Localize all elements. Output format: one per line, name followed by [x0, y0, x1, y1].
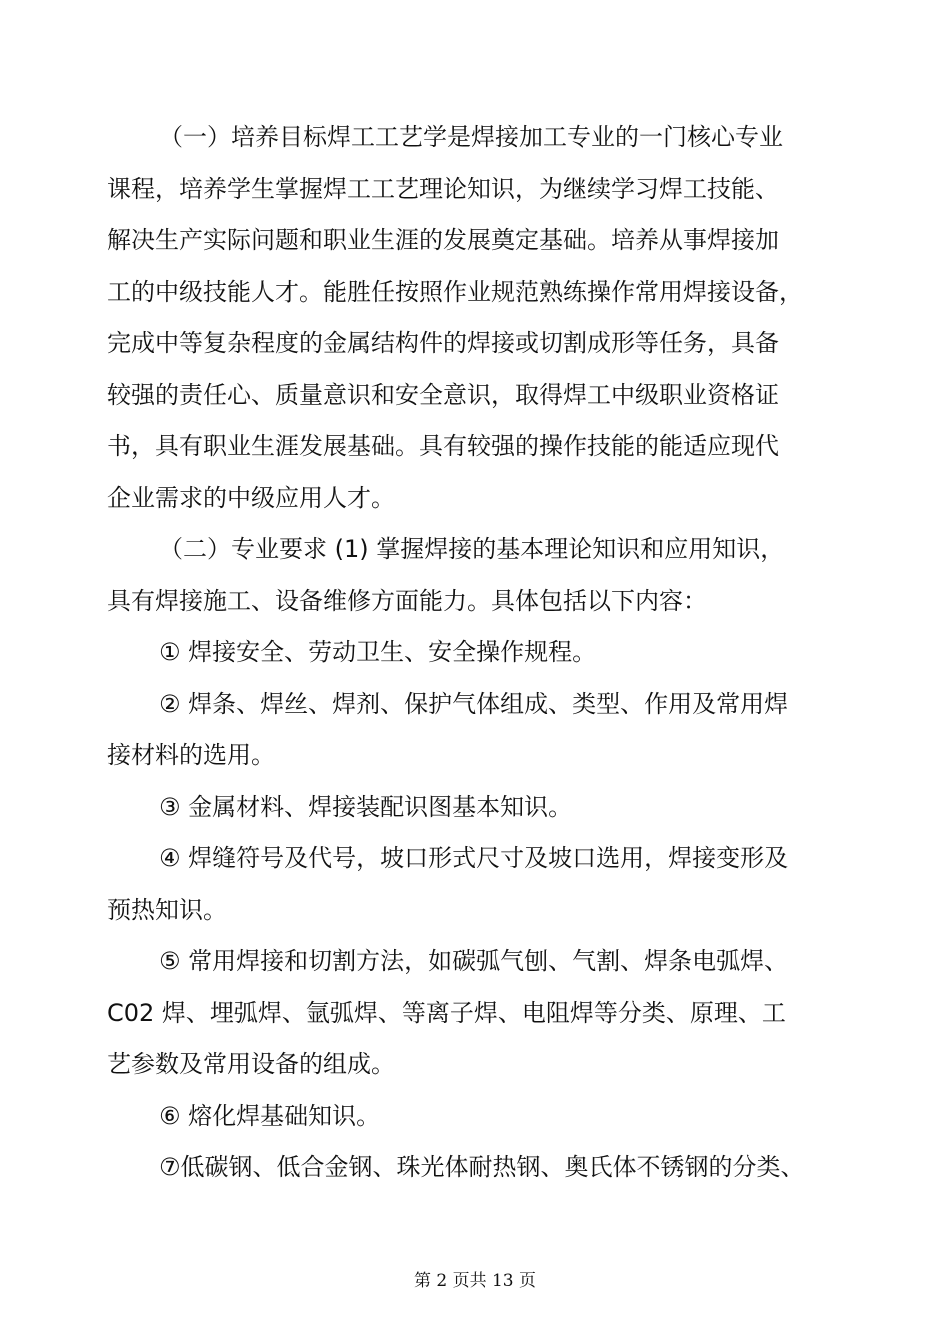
page-number-footer: 第 2 页共 13 页 — [413, 1271, 537, 1291]
text-line: 较强的责任心、质量意识和安全意识，取得焊工中级职业资格证 — [107, 380, 779, 409]
text-line: （二）专业要求 (1) 掌握焊接的基本理论知识和应用知识， — [159, 535, 785, 563]
text-line: 完成中等复杂程度的金属结构件的焊接或切割成形等任务，具备 — [107, 329, 779, 357]
list-item-5 — [107, 936, 847, 1091]
text-line: ⑥ 熔化焊基础知识。 — [159, 1101, 381, 1130]
text-line: 接材料的选用。 — [107, 741, 275, 769]
list-item-1 — [107, 627, 847, 679]
document-body — [107, 112, 847, 1194]
text-line: 企业需求的中级应用人才。 — [107, 483, 395, 512]
list-item-2 — [107, 679, 847, 782]
text-line: ① 焊接安全、劳动卫生、安全操作规程。 — [159, 638, 597, 666]
text-line: ③ 金属材料、焊接装配识图基本知识。 — [159, 792, 573, 821]
text-line: C02 焊、埋弧焊、氩弧焊、等离子焊、电阻焊等分类、原理、工 — [107, 998, 786, 1027]
text-line: 解决生产实际问题和职业生涯的发展奠定基础。培养从事焊接加 — [107, 226, 779, 254]
text-line: 工的中级技能人才。能胜任按照作业规范熟练操作常用焊接设备， — [107, 277, 803, 306]
list-item-4 — [107, 833, 847, 936]
paragraph-training-goal — [107, 112, 847, 524]
text-line: （一）培养目标焊工工艺学是焊接加工专业的一门核心专业 — [159, 123, 783, 151]
text-line: ② 焊条、焊丝、焊剂、保护气体组成、类型、作用及常用焊 — [159, 689, 789, 718]
list-item-7 — [107, 1142, 847, 1194]
paragraph-professional-requirements — [107, 524, 847, 627]
text-line: 课程，培养学生掌握焊工工艺理论知识，为继续学习焊工技能、 — [107, 174, 779, 203]
list-item-3 — [107, 782, 847, 834]
list-item-6 — [107, 1091, 847, 1143]
text-line: 预热知识。 — [107, 895, 227, 924]
text-line: 艺参数及常用设备的组成。 — [107, 1050, 395, 1078]
text-line: ⑤ 常用焊接和切割方法，如碳弧气刨、气割、焊条电弧焊、 — [159, 947, 789, 975]
text-line: 具有焊接施工、设备维修方面能力。具体包括以下内容： — [107, 586, 707, 615]
text-line: 书，具有职业生涯发展基础。具有较强的操作技能的能适应现代 — [107, 432, 779, 460]
text-line: ⑦低碳钢、低合金钢、珠光体耐热钢、奥氏体不锈钢的分类、 — [159, 1153, 805, 1181]
text-line: ④ 焊缝符号及代号，坡口形式尺寸及坡口选用，焊接变形及 — [159, 844, 789, 872]
